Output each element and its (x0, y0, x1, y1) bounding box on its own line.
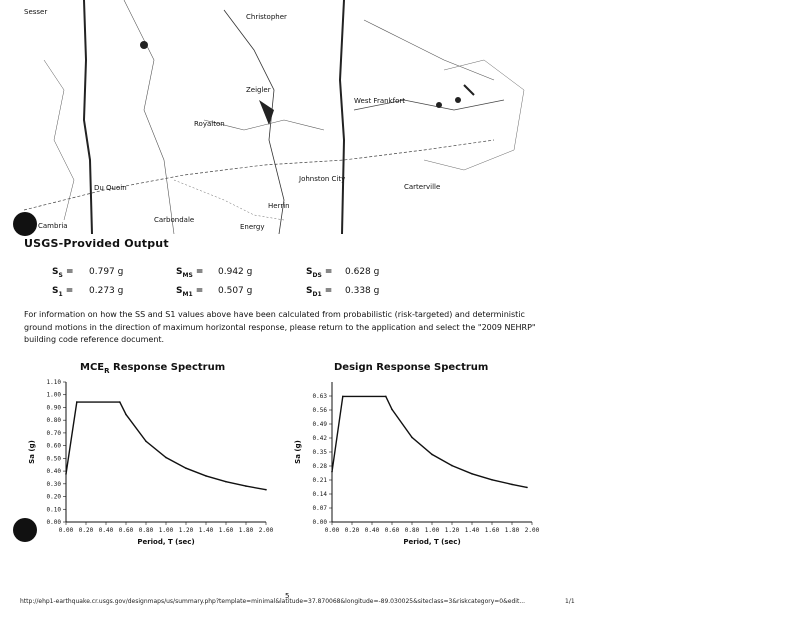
x-tick-label: 2.00 (258, 527, 274, 534)
data-point (245, 485, 247, 487)
y-tick-label: 0.50 (46, 455, 61, 463)
x-tick-label: 0.80 (138, 527, 154, 534)
data-point (125, 414, 127, 416)
param-s1-value: 0.273 g (89, 286, 124, 296)
x-tick-label: 1.40 (198, 527, 214, 534)
y-tick-label: 0.56 (312, 407, 327, 414)
x-tick-label: 0.80 (404, 527, 420, 534)
param-ss: $S_S$ = (52, 267, 74, 279)
spectrum-line (66, 402, 266, 490)
map-label: Christopher (246, 13, 287, 21)
data-point (331, 471, 333, 473)
param-sm1-value: 0.507 g (218, 286, 253, 296)
data-point (185, 467, 187, 469)
data-point (451, 465, 453, 467)
x-tick-label: 0.60 (384, 527, 400, 534)
map-label: Zeigler (246, 86, 271, 94)
map-label: Royalton (194, 120, 225, 128)
x-tick-label: 2.00 (524, 527, 540, 534)
x-axis-label: Period, T (sec) (403, 538, 461, 546)
data-point (471, 473, 473, 475)
x-tick-label: 1.80 (504, 527, 520, 534)
x-tick-label: 0.00 (324, 527, 340, 534)
data-point (385, 396, 387, 398)
y-tick-label: 0.42 (312, 435, 327, 442)
y-tick-label: 0.30 (46, 480, 61, 488)
y-tick-label: 0.10 (46, 506, 61, 514)
param-sd1: $S_{D1}$ = (306, 286, 333, 298)
data-point (431, 454, 433, 456)
binder-hole (13, 212, 37, 236)
data-point (411, 437, 413, 439)
map-label: Carterville (404, 183, 441, 191)
map-label: Sesser (24, 8, 48, 16)
map-label: Cambria (38, 222, 68, 230)
x-tick-label: 1.00 (158, 527, 174, 534)
x-tick-label: 0.00 (58, 527, 74, 534)
data-point (342, 396, 344, 398)
y-tick-label: 0.00 (46, 519, 61, 526)
param-s1: $S_1$ = (52, 286, 74, 298)
x-tick-label: 1.40 (464, 527, 480, 534)
data-point (119, 401, 121, 403)
footer-url: http://ehp1-earthquake.cr.usgs.gov/designmaps/us/summary.php?template=minimal&latitude=37.870068&longitude=-89.030025&siteclass=3&riskcategory=0&edit... (20, 598, 526, 605)
x-axis-label: Period, T (sec) (137, 538, 195, 546)
y-tick-label: 0.80 (46, 417, 61, 425)
section-title: USGS-Provided Output (24, 237, 169, 250)
y-tick-label: 1.00 (46, 391, 61, 399)
y-tick-label: 1.10 (46, 379, 61, 386)
x-tick-label: 0.20 (344, 527, 360, 534)
y-tick-label: 0.40 (46, 468, 61, 476)
x-tick-label: 1.00 (424, 527, 440, 534)
data-point (491, 479, 493, 481)
x-tick-label: 1.20 (444, 527, 460, 534)
data-point (65, 473, 67, 475)
param-sds: $S_{DS}$ = (306, 267, 333, 279)
y-tick-label: 0.20 (46, 493, 61, 501)
spectrum-line (332, 396, 527, 487)
chart-title-design: Design Response Spectrum (334, 362, 489, 373)
chart-title-mce: $MCE_R$ Response Spectrum (80, 362, 226, 375)
map-label: Carbondale (154, 216, 195, 224)
y-tick-label: 0.60 (46, 442, 61, 450)
y-axis-label: Sa (g) (28, 440, 36, 464)
x-tick-label: 0.40 (364, 527, 380, 534)
map-label: Herrin (268, 202, 290, 210)
data-point (526, 487, 528, 489)
x-tick-label: 1.60 (484, 527, 500, 534)
param-sms-value: 0.942 g (218, 267, 253, 277)
location-map (24, 0, 540, 234)
y-tick-label: 0.21 (312, 477, 327, 484)
page-number: 1/1 (565, 598, 575, 605)
x-tick-label: 0.20 (78, 527, 94, 534)
data-point (205, 475, 207, 477)
map-label: Du Quoin (94, 184, 127, 192)
y-tick-label: 0.90 (46, 404, 61, 412)
map-label: West Frankfort (354, 97, 405, 105)
x-tick-label: 0.40 (98, 527, 114, 534)
data-point (76, 401, 78, 403)
design-spectrum-chart (286, 374, 546, 554)
map-label: Energy (240, 223, 265, 231)
x-tick-label: 1.80 (238, 527, 254, 534)
y-axis-label: Sa (g) (294, 440, 302, 464)
param-sds-value: 0.628 g (345, 267, 380, 277)
y-tick-label: 0.07 (312, 505, 327, 512)
y-tick-label: 0.14 (312, 491, 327, 498)
param-sms: $S_{MS}$ = (176, 267, 204, 279)
data-point (225, 481, 227, 483)
x-tick-label: 0.60 (118, 527, 134, 534)
info-paragraph: For information on how the SS and S1 values above have been calculated from probabilistic (risk-targeted) and deterministic ground motions in the direction of maximum horizontal response, please return to the application and select the "2009 NEHRP" building code reference document. (24, 310, 536, 344)
y-tick-label: 0.63 (312, 393, 327, 400)
x-tick-label: 1.60 (218, 527, 234, 534)
data-point (511, 484, 513, 486)
y-tick-label: 0.70 (46, 429, 61, 437)
y-tick-label: 0.00 (312, 519, 327, 526)
center-mark: 5 (285, 592, 290, 600)
param-ss-value: 0.797 g (89, 267, 124, 277)
data-point (391, 409, 393, 411)
map-label: Johnston City (299, 175, 346, 183)
data-point (145, 441, 147, 443)
y-tick-label: 0.49 (312, 421, 327, 428)
param-sm1: $S_{M1}$ = (176, 286, 204, 298)
y-tick-label: 0.28 (312, 463, 327, 470)
param-sd1-value: 0.338 g (345, 286, 380, 296)
data-point (265, 489, 267, 491)
x-tick-label: 1.20 (178, 527, 194, 534)
y-tick-label: 0.35 (312, 449, 327, 456)
data-point (165, 457, 167, 459)
mce-spectrum-chart (20, 374, 280, 554)
